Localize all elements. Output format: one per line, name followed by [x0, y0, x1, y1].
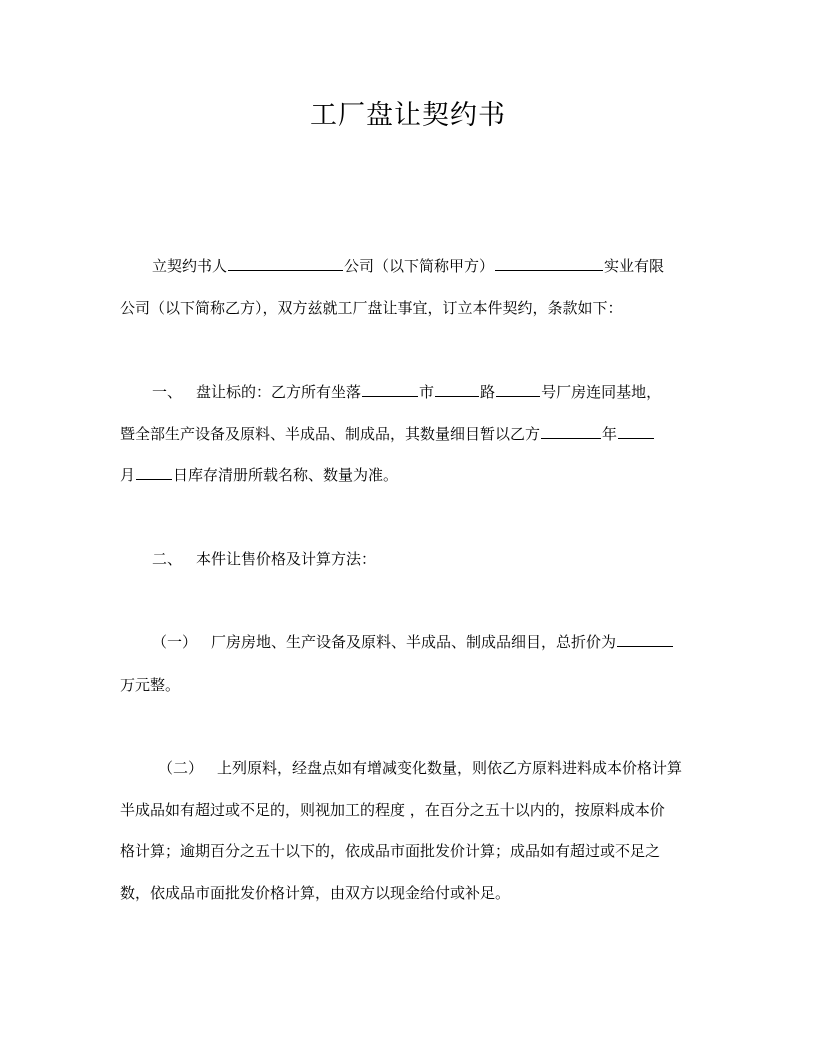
- clause-2-number: （二）: [158, 759, 204, 777]
- clause-2-text-2: 半成品如有超过或不足的，则视加工的程度 ，在百分之五十以内的，按原料成本价: [120, 801, 665, 819]
- clause-2-line-2: [120, 796, 700, 824]
- document-title: 工厂盘让契约书: [310, 100, 506, 131]
- clause-2-line-3: [120, 837, 700, 865]
- section-1-text-e: 暨全部生产设备及原料、半成品、制成品，其数量细目暂以乙方: [120, 425, 541, 443]
- section-1-line-2: [120, 420, 700, 448]
- clause-1-line-2: [120, 671, 700, 699]
- blank-road: [435, 379, 479, 397]
- clause-2-text-1: 上列原料，经盘点如有增减变化数量，则依乙方原料进料成本价格计算: [217, 759, 683, 777]
- blank-number: [496, 379, 540, 397]
- month-label: 月: [120, 466, 136, 484]
- year-label: 年: [602, 425, 618, 443]
- city-label: 市: [419, 383, 435, 401]
- clause-1-text-b: 万元整。: [120, 676, 181, 694]
- section-2-number: 二、: [152, 550, 183, 568]
- clause-2-line-1: [120, 754, 700, 782]
- road-label: 路: [480, 383, 496, 401]
- party-b-definition: 公司（以下简称乙方），双方兹就工厂盘让事宜，订立本件契约，条款如下：: [120, 299, 623, 317]
- paragraph-parties-line-1: [120, 252, 700, 280]
- party-a-text: 公司（以下简称甲方）: [344, 257, 495, 275]
- clause-1-text-a: 厂房房地、生产设备及原料、半成品、制成品细目，总折价为: [211, 633, 617, 651]
- clause-2-text-3: 格计算；逾期百分之五十以下的，依成品市面批发价计算；成品如有超过或不足之: [120, 842, 661, 860]
- section-1-text-a: 盘让标的：乙方所有坐落: [196, 383, 362, 401]
- blank-city: [362, 379, 418, 397]
- clause-2-line-4: [120, 879, 700, 907]
- clause-2-text-4: 数，依成品市面批发价格计算，由双方以现金给付或补足。: [120, 884, 511, 902]
- clause-1-line-1: [120, 628, 700, 656]
- section-1-text-h: 日库存清册所载名称、数量为准。: [173, 466, 399, 484]
- blank-day: [136, 462, 172, 480]
- contract-party-label: 立契约书人: [152, 257, 228, 275]
- party-b-text: 实业有限: [604, 257, 665, 275]
- blank-party-b-name: [495, 253, 603, 271]
- blank-month: [618, 421, 654, 439]
- paragraph-parties-line-2: [120, 294, 700, 322]
- section-1-line-3: [120, 461, 700, 489]
- blank-total-price: [617, 629, 673, 647]
- clause-1-number: （一）: [152, 633, 198, 651]
- section-2-heading: [120, 545, 700, 573]
- section-1-line-1: [120, 378, 700, 406]
- section-2-text: 本件让售价格及计算方法：: [196, 550, 377, 568]
- section-1-text-d: 号厂房连同基地，: [541, 383, 662, 401]
- section-1-number: 一、: [152, 383, 183, 401]
- blank-year: [541, 421, 601, 439]
- blank-party-a-name: [228, 253, 343, 271]
